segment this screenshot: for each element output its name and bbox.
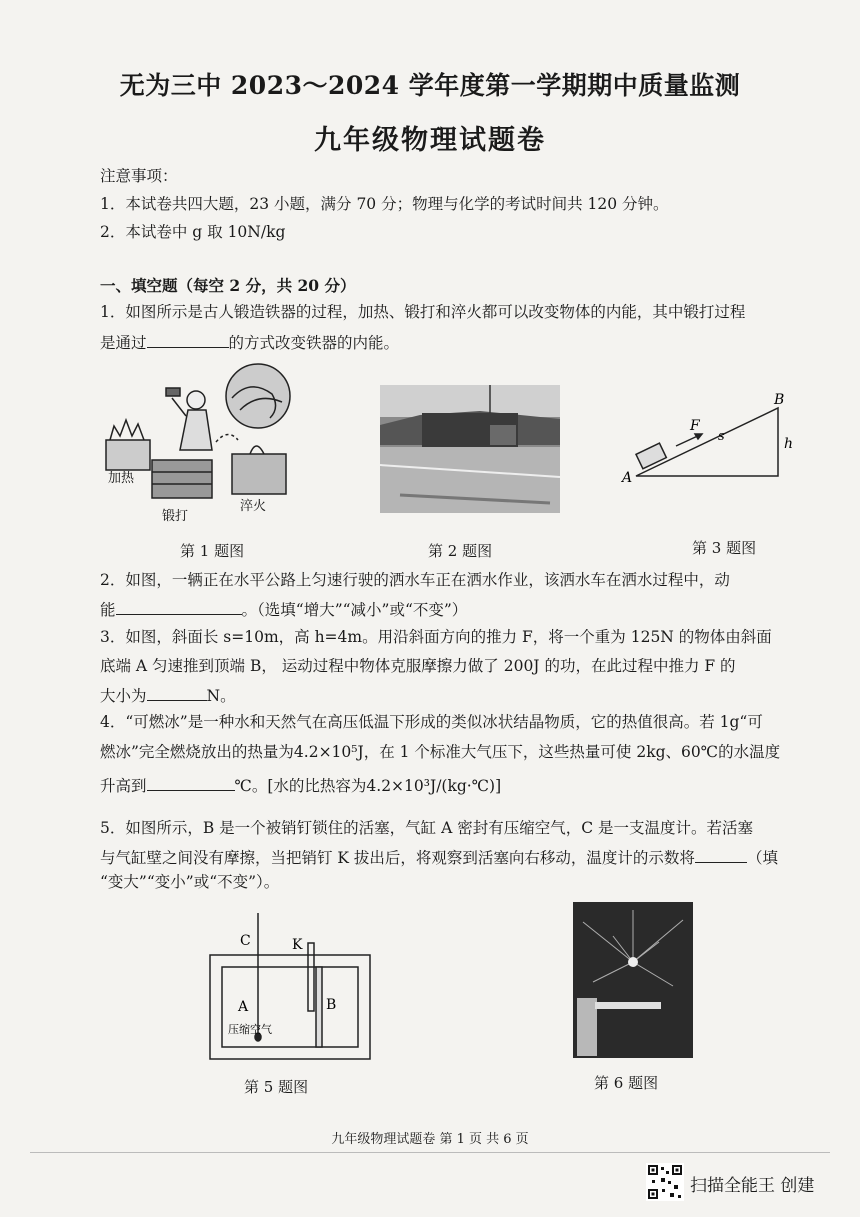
q1-line1: 1．如图所示是古人锻造铁器的过程，加热、锻打和淬火都可以改变物体的内能，其中锻打过程	[100, 303, 746, 321]
section-heading: 一、填空题（每空 2 分，共 20 分）	[100, 276, 356, 295]
q4-line3	[100, 774, 501, 796]
fig1-heat-label: 加热	[108, 471, 135, 486]
q4-answer-blank[interactable]	[147, 774, 235, 791]
q4-line3-post: ℃。[水的比热容为4.2×10³J/(kg·℃)]	[234, 777, 502, 795]
q5-answer-blank[interactable]	[695, 846, 747, 863]
q4-line1: 4．“可燃冰”是一种水和天然气在高压低温下形成的类似冰状结晶物质，它的热值很高。若 1g“可	[100, 713, 763, 731]
q2-line2-post: 。（选填“增大”“减小”或“不变”）	[241, 601, 468, 619]
q4-line2: 燃冰”完全燃烧放出的热量为4.2×10⁵J，在 1 个标准大气压下，这些热量可使 2kg、60℃的水温度	[100, 743, 781, 761]
q3-line1: 3．如图，斜面长 s=10m，高 h=4m。用沿斜面方向的推力 F，将一个重为 125N 的物体由斜面	[100, 628, 772, 646]
fig5-label-B: B	[326, 997, 337, 1013]
notes-heading: 注意事项：	[100, 167, 178, 185]
q5-line3: “变大”“变小”或“不变”）。	[100, 873, 280, 891]
q1-answer-blank[interactable]	[147, 331, 229, 348]
q2-line1: 2．如图，一辆正在水平公路上匀速行驶的洒水车正在洒水作业，该洒水车在洒水过程中，动	[100, 571, 730, 589]
q2-line2	[100, 598, 467, 620]
fig3-label-F: F	[690, 418, 700, 434]
q1-line2-post: 的方式改变铁器的内能。	[228, 334, 400, 352]
footer-divider	[30, 1152, 830, 1153]
exam-title: 无为三中 2023～2024 学年度第一学期期中质量监测	[119, 71, 741, 100]
fig3-caption: 第 3 题图	[692, 539, 757, 557]
q3-line3-pre: 大小为	[100, 687, 147, 705]
fig1-caption: 第 1 题图	[180, 542, 245, 560]
q5-line1: 5．如图所示，B 是一个被销钉锁住的活塞，气缸 A 密封有压缩空气，C 是一支温度计。若活塞	[100, 819, 754, 837]
fig5-label-C: C	[240, 933, 251, 949]
fig5-label-A: A	[238, 999, 249, 1015]
page-footer: 九年级物理试题卷 第 1 页 共 6 页	[331, 1132, 529, 1147]
fig6-caption: 第 6 题图	[594, 1074, 659, 1092]
qr-code-icon	[646, 1163, 684, 1201]
fig5-label-K: K	[292, 937, 303, 953]
fig3-label-s: s	[718, 429, 725, 444]
figure-6-photo	[573, 902, 693, 1058]
scanner-watermark: 扫描全能王 创建	[690, 1176, 815, 1196]
q5-line2	[100, 846, 778, 868]
q3-answer-blank[interactable]	[147, 684, 207, 701]
fig3-label-A: A	[622, 470, 633, 486]
q2-answer-blank[interactable]	[116, 598, 242, 615]
q3-line3-post: N。	[206, 687, 236, 705]
figure-3-incline	[618, 390, 798, 490]
fig2-caption: 第 2 题图	[428, 542, 493, 560]
q5-line2-post: （填	[746, 849, 778, 867]
fig3-label-B: B	[774, 392, 785, 408]
figure-2-sprinkler-truck-photo	[380, 385, 560, 513]
fig5-label-air: 压缩空气	[228, 1023, 272, 1036]
q3-line3	[100, 684, 236, 706]
q5-line2-pre: 与气缸壁之间没有摩擦，当把销钉 K 拔出后，将观察到活塞向右移动，温度计的示数将	[100, 849, 695, 867]
exam-subtitle: 九年级物理试题卷	[314, 125, 546, 156]
fig1-quench-label: 淬火	[240, 499, 267, 514]
notes-item-1: 1．本试卷共四大题，23 小题，满分 70 分；物理与化学的考试时间共 120 分钟。	[100, 195, 669, 213]
figure-5-cylinder	[200, 905, 380, 1067]
q1-line2	[100, 331, 399, 353]
fig5-caption: 第 5 题图	[244, 1078, 309, 1096]
fig1-forge-label: 锻打	[162, 509, 189, 524]
q2-line2-pre: 能	[100, 601, 116, 619]
q3-line2: 底端 A 匀速推到顶端 B， 运动过程中物体克服摩擦力做了 200J 的功，在此过程中推力 F 的	[100, 657, 736, 675]
q4-line3-pre: 升高到	[100, 777, 147, 795]
q1-line2-pre: 是通过	[100, 334, 147, 352]
figure-1-forging	[100, 358, 330, 528]
notes-item-2: 2．本试卷中 g 取 10N/kg	[100, 223, 286, 241]
fig3-label-h: h	[784, 436, 794, 452]
